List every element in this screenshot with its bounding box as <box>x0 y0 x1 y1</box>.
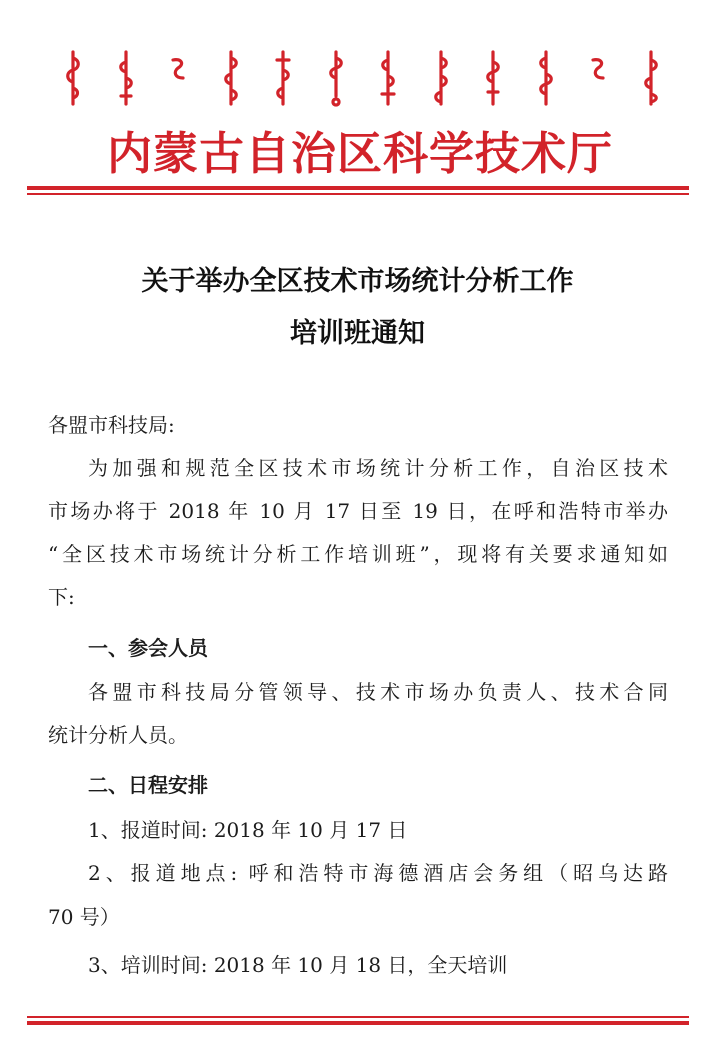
paragraph-1-line-4: 下: <box>48 585 75 609</box>
schedule-item-2-line-2: 70 号） <box>48 905 120 929</box>
mongolian-word-glyph <box>640 48 662 108</box>
paragraph-1-line-3: “全区技术市场统计分析工作培训班”，现将有关要求通知如 <box>48 542 668 566</box>
mongolian-word-glyph <box>535 48 557 108</box>
mongolian-word-glyph <box>115 48 137 108</box>
mongolian-word-glyph <box>272 48 294 108</box>
section-1-line-2: 统计分析人员。 <box>48 723 188 747</box>
mongolian-word-glyph <box>220 48 242 108</box>
mongolian-word-glyph <box>482 48 504 108</box>
section-2-heading: 二、日程安排 <box>88 773 208 797</box>
paragraph-1-line-2: 市场办将于 2018 年 10 月 17 日至 19 日，在呼和浩特市举办 <box>48 499 668 523</box>
mongolian-word-glyph <box>430 48 452 108</box>
paragraph-1-line-1: 为加强和规范全区技术市场统计分析工作，自治区技术 <box>88 456 668 480</box>
letterhead-divider-thick <box>27 186 689 190</box>
mongolian-word-glyph <box>62 48 84 108</box>
schedule-item-2-line-1: 2、报道地点: 呼和浩特市海德酒店会务组（昭乌达路 <box>88 861 668 885</box>
agency-name: 内蒙古自治区科学技术厅 <box>106 127 613 180</box>
salutation: 各盟市科技局: <box>48 413 175 437</box>
notice-title-line-2: 培训班通知 <box>290 318 425 349</box>
mongolian-word-glyph <box>325 48 347 108</box>
notice-title-line-1: 关于举办全区技术市场统计分析工作 <box>141 266 574 297</box>
mongolian-word-glyph <box>167 48 189 108</box>
mongolian-word-glyph <box>587 48 609 108</box>
mongolian-word-glyph <box>377 48 399 108</box>
schedule-item-1: 1、报道时间: 2018 年 10 月 17 日 <box>88 818 408 842</box>
mongolian-script-letterhead <box>62 48 662 118</box>
section-1-heading: 一、参会人员 <box>88 636 208 660</box>
footer-divider-thin <box>27 1016 689 1018</box>
letterhead-divider-thin <box>27 193 689 195</box>
section-1-line-1: 各盟市科技局分管领导、技术市场办负责人、技术合同 <box>88 680 668 704</box>
schedule-item-3: 3、培训时间: 2018 年 10 月 18 日，全天培训 <box>88 953 508 977</box>
footer-divider-thick <box>27 1021 689 1025</box>
